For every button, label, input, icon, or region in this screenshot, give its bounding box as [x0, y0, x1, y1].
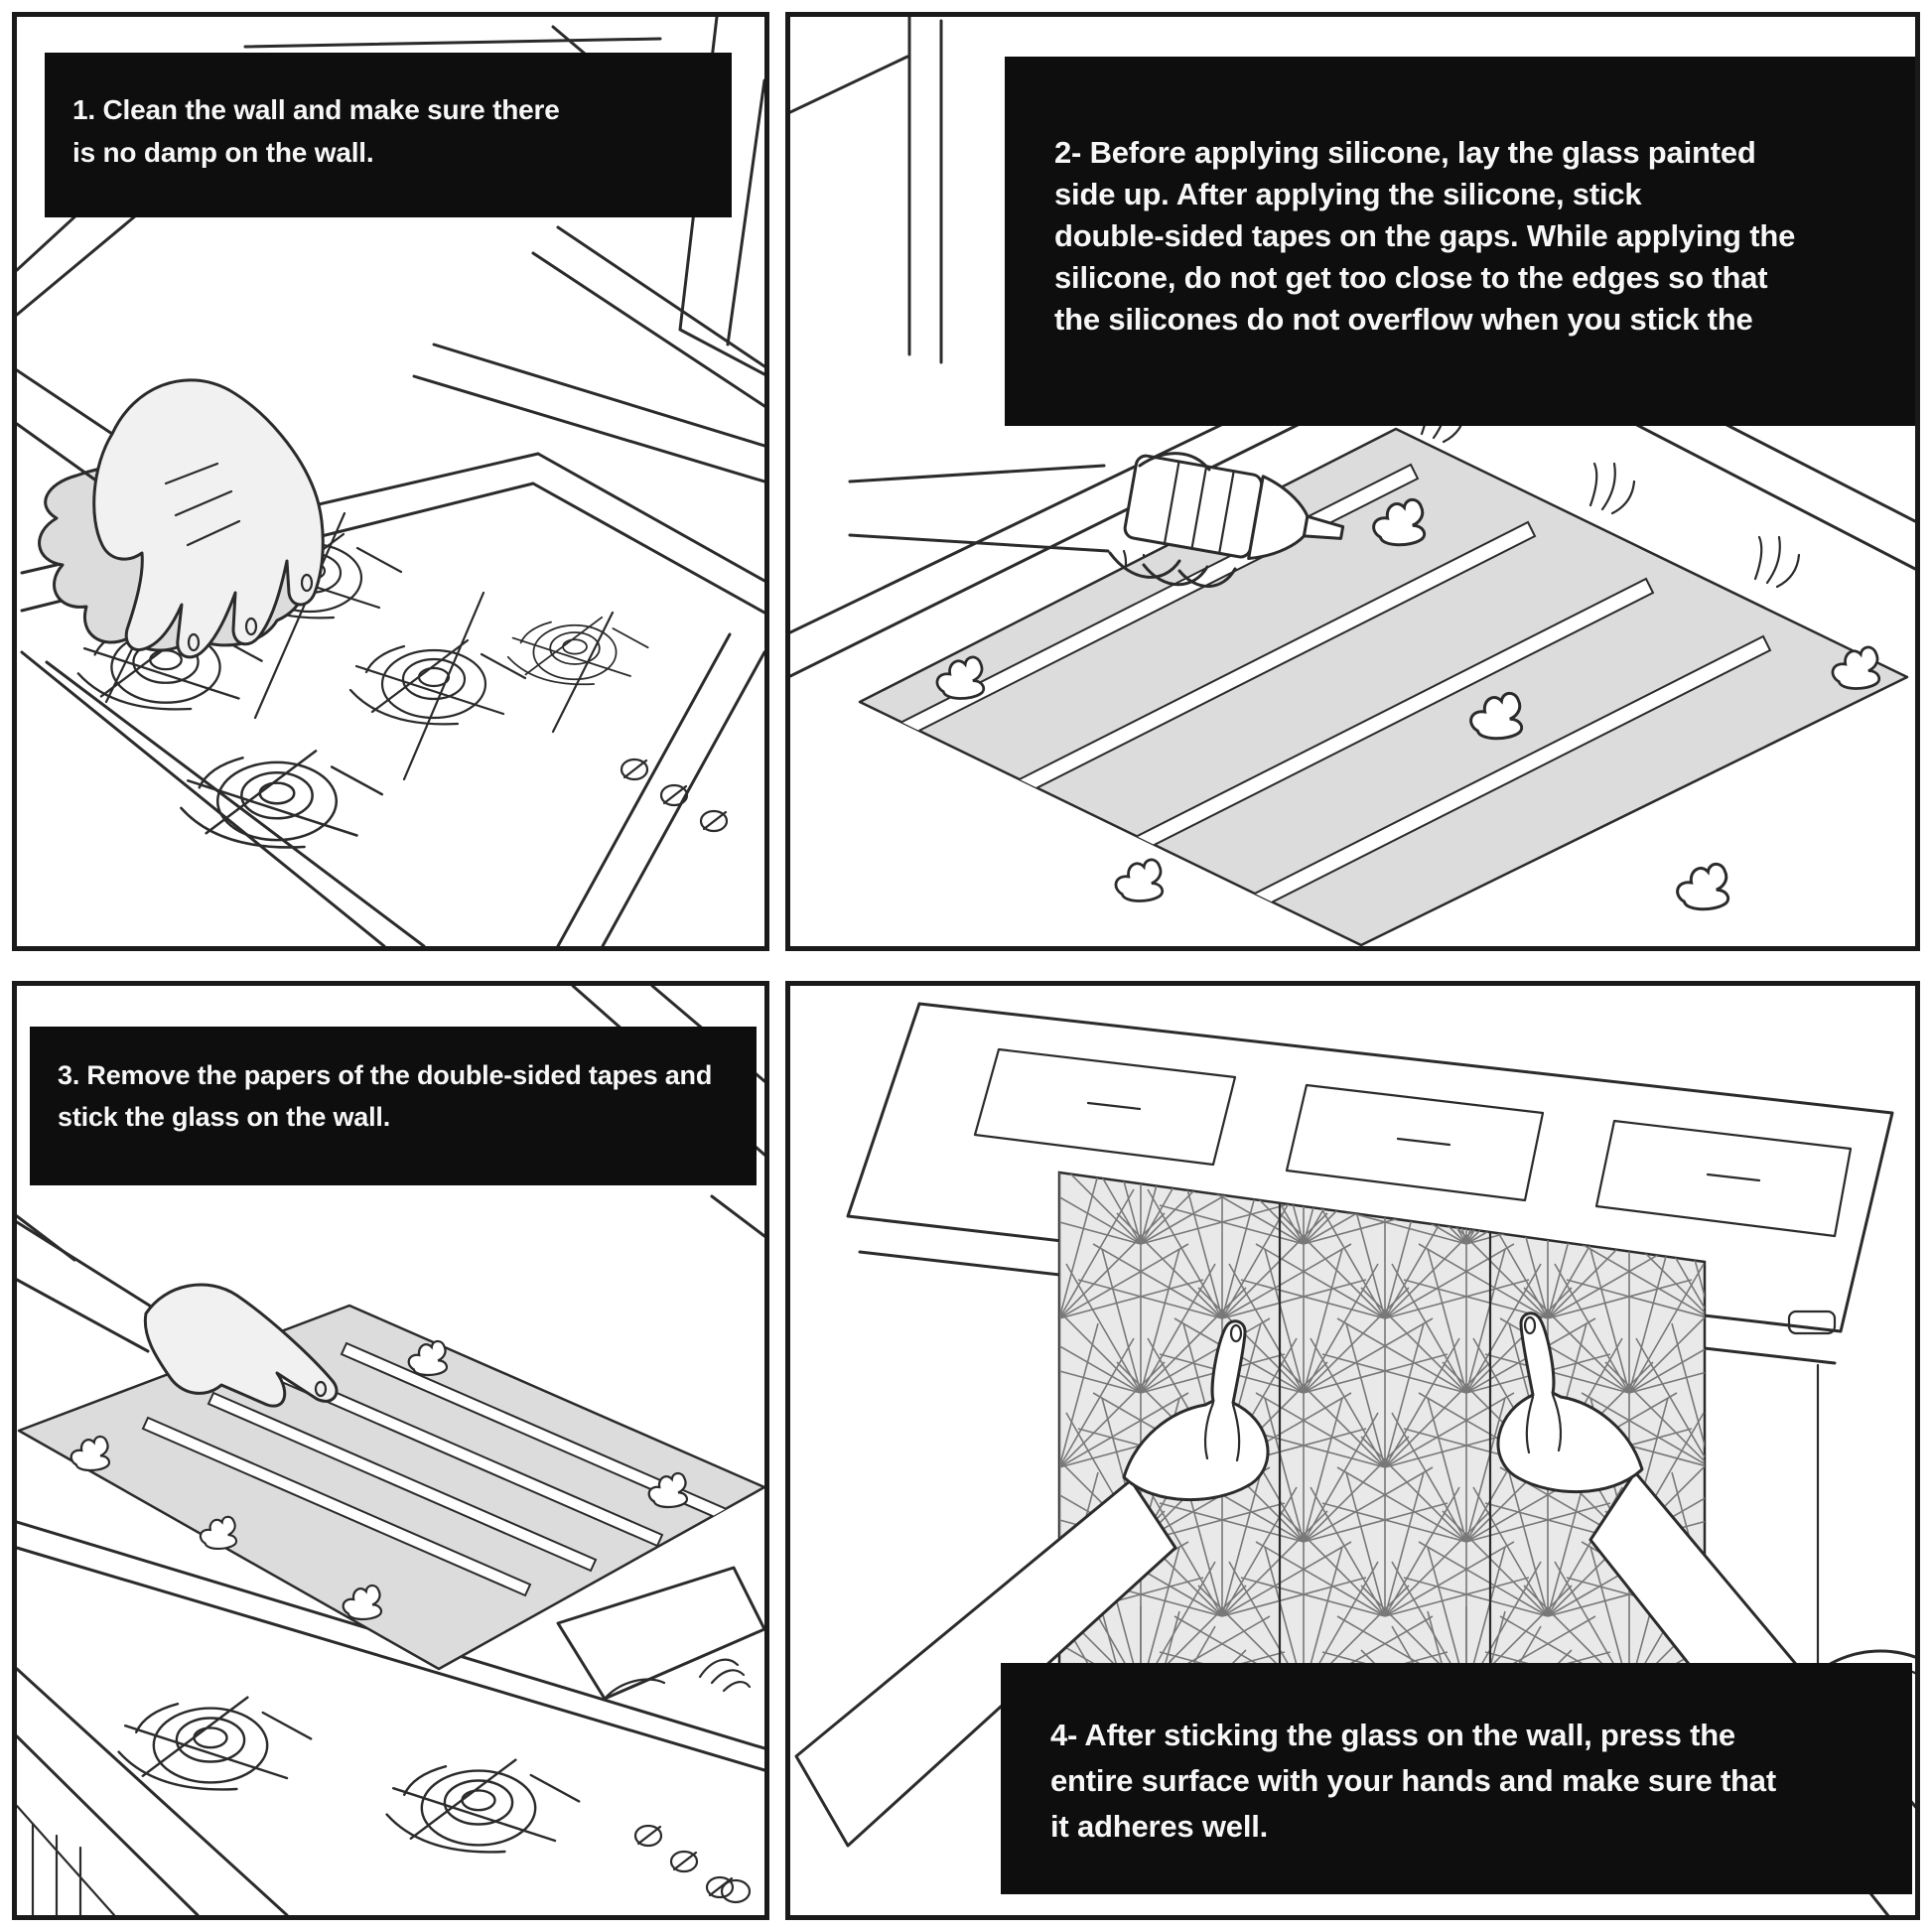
caption-text-line: it adheres well.: [1050, 1809, 1269, 1844]
panel-step-3: [12, 981, 769, 1920]
panel-step-2: [785, 12, 1920, 951]
silicone-blob: [1678, 864, 1728, 908]
caption-text-line: 3. Remove the papers of the double-sided tapes and: [58, 1060, 713, 1090]
caption-text-line: 1. Clean the wall and make sure there: [72, 94, 560, 125]
hood-filter: [1287, 1085, 1543, 1200]
peeling-fingers-sketch: [700, 1660, 750, 1691]
caption-step-3: [30, 1027, 757, 1185]
cabinet-hatch-lines: [17, 1806, 114, 1915]
panel-step-1: [12, 12, 769, 951]
caption-text-line: the silicones do not overflow when you stick the: [1054, 302, 1753, 337]
caption-step-1: [45, 53, 732, 217]
tape-backing-paper: [558, 1568, 764, 1699]
burner-sketch: [508, 618, 648, 685]
panel-step-4: [785, 981, 1920, 1920]
arm-lines: [17, 1222, 156, 1351]
caption-text-line: side up. After applying the silicone, stick: [1054, 177, 1642, 211]
control-knobs-sketch: [635, 1826, 733, 1897]
burner-sketch: [387, 1760, 580, 1853]
burner-sketch: [181, 751, 381, 847]
silicone-blob: [1116, 860, 1163, 901]
knob-sketch: [722, 1880, 750, 1902]
holding-hand-illustration: [17, 1222, 337, 1406]
caption-step-2: [1005, 57, 1915, 426]
peeling-paper-illustration: [558, 1568, 764, 1699]
caption-step-4: [1001, 1663, 1912, 1894]
hood-filter: [1596, 1121, 1851, 1236]
caption-text-line: is no damp on the wall.: [72, 137, 374, 168]
caption-text-line: 2- Before applying silicone, lay the glass painted: [1054, 135, 1756, 170]
hood-filter: [975, 1049, 1235, 1165]
caption-text-line: entire surface with your hands and make sure that: [1050, 1763, 1776, 1798]
caption-text-line: 4- After sticking the glass on the wall, press the: [1050, 1718, 1735, 1752]
burner-sketch: [350, 640, 525, 724]
caption-text-line: silicone, do not get too close to the edges so that: [1054, 260, 1768, 295]
burner-sketch: [119, 1698, 312, 1790]
wiping-hand-illustration: [17, 370, 323, 657]
control-knobs-sketch: [621, 759, 727, 831]
glass-panel: [860, 429, 1907, 945]
caption-text-line: double-sided tapes on the gaps. While applying the: [1054, 218, 1796, 253]
caption-text-line: stick the glass on the wall.: [58, 1102, 390, 1132]
